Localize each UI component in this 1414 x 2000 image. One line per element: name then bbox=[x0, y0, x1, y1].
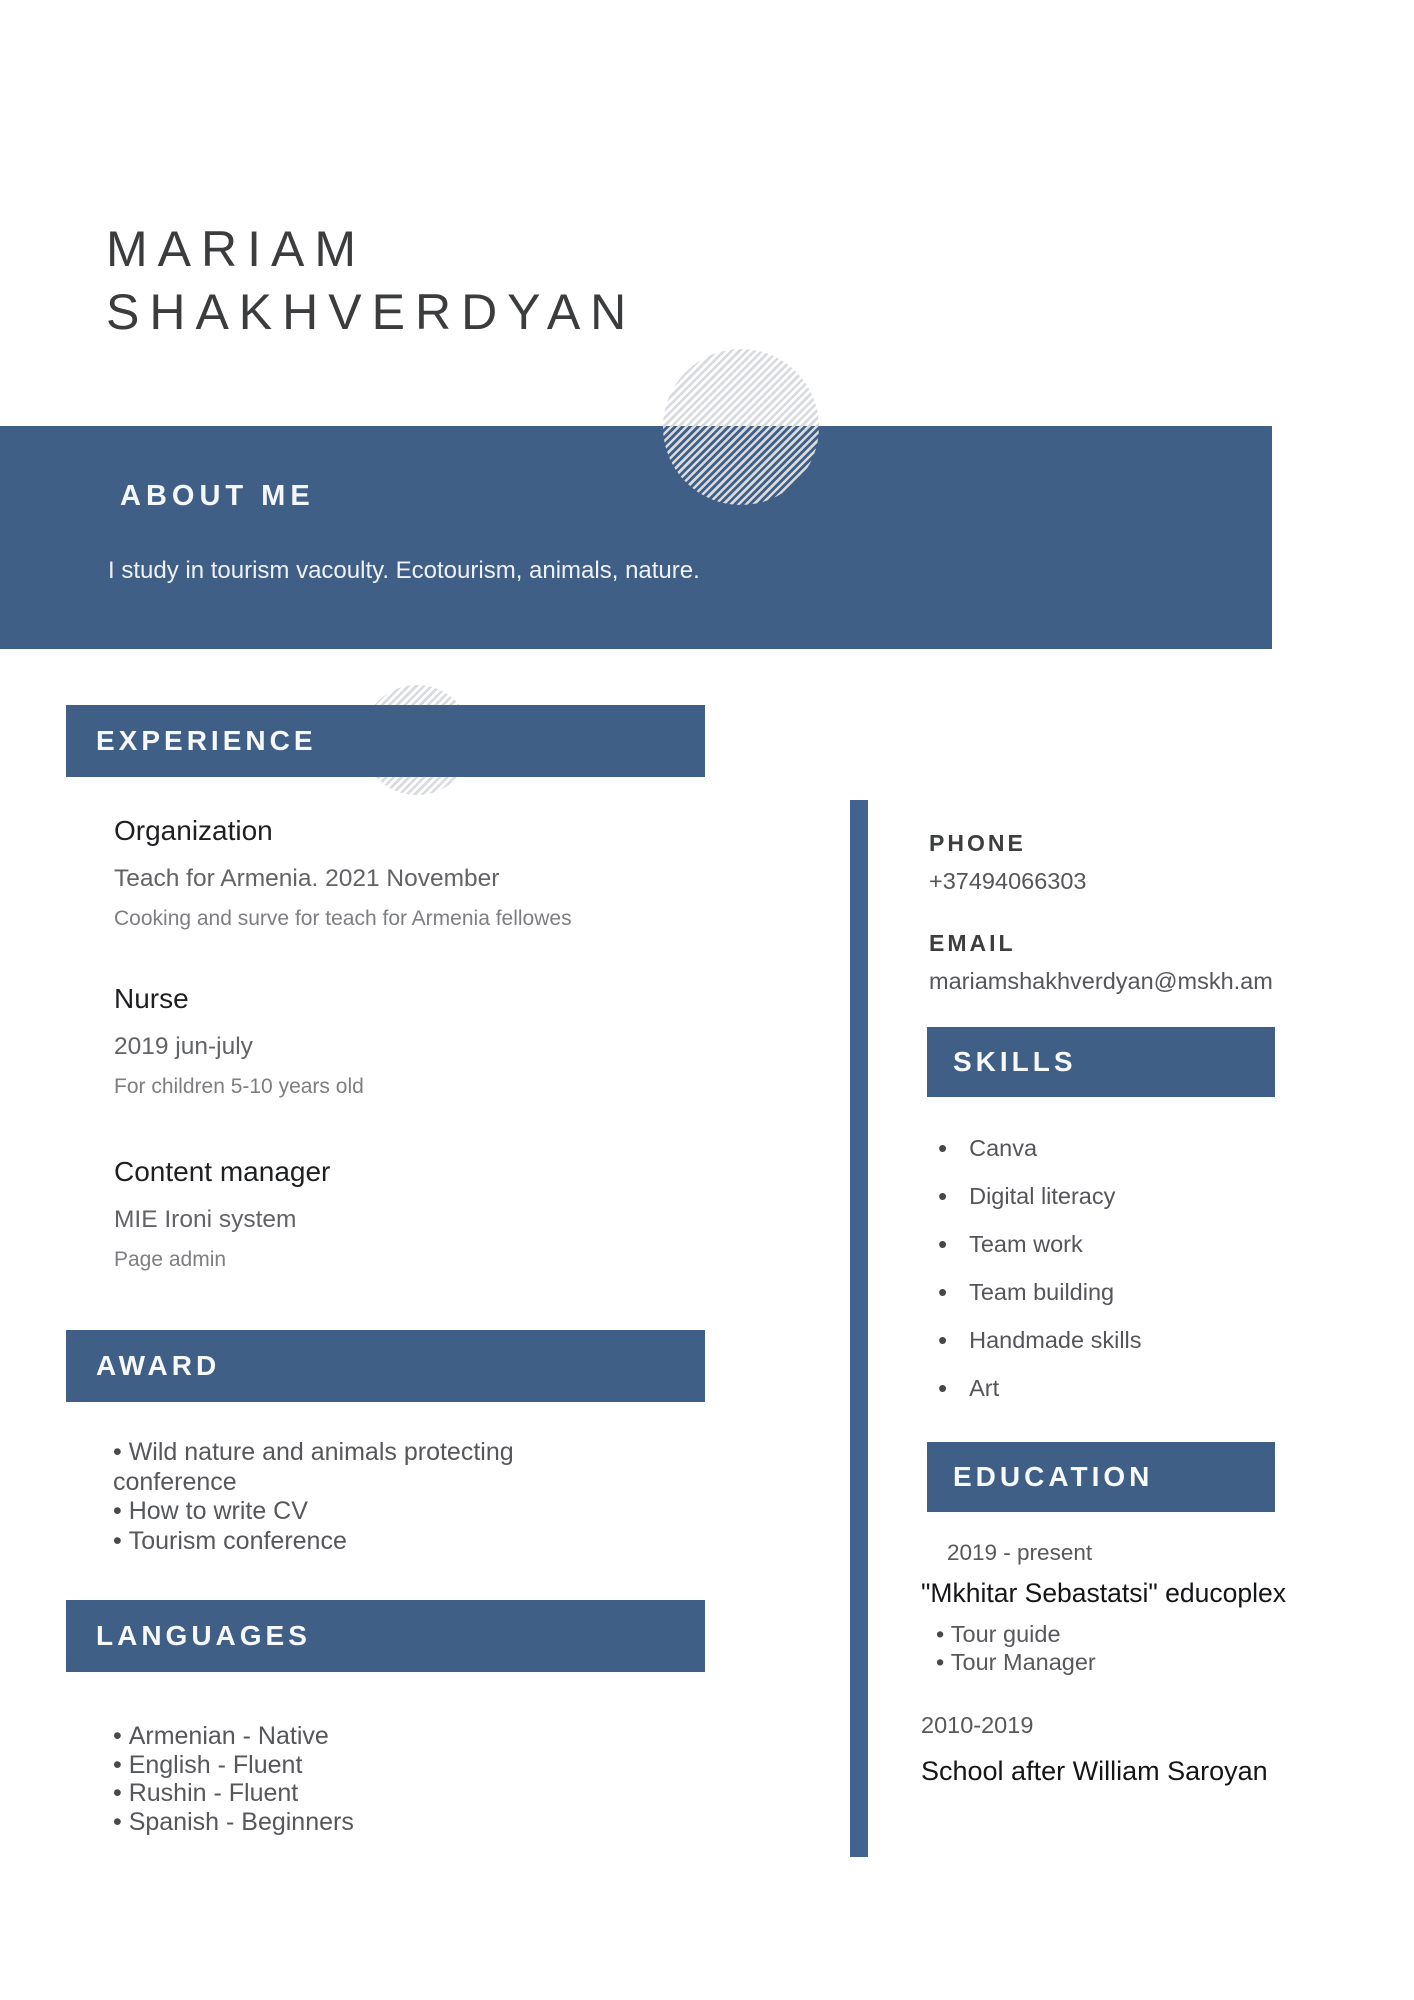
education-school: "Mkhitar Sebastatsi" educoplex bbox=[921, 1578, 1286, 1608]
phone-value: +37494066303 bbox=[929, 868, 1087, 894]
experience-entry bbox=[114, 1155, 330, 1273]
languages-section-header bbox=[66, 1600, 705, 1672]
award-item: • Wild nature and animals protecting conference bbox=[113, 1438, 613, 1497]
skill-item-label: • Team building bbox=[969, 1278, 1115, 1305]
about-me-banner bbox=[0, 426, 1272, 649]
education-section-title: EDUCATION bbox=[953, 1461, 1154, 1492]
experience-section-header bbox=[66, 705, 705, 777]
skill-item bbox=[938, 1220, 1142, 1268]
about-me-text: I study in tourism vacoulty. Ecotourism, animals, nature. bbox=[108, 557, 700, 584]
skill-item bbox=[938, 1316, 1142, 1364]
experience-entry-detail: Cooking and surve for teach for Armenia fellowes bbox=[114, 907, 572, 930]
education-school: School after William Saroyan bbox=[921, 1756, 1268, 1786]
education-period: 2019 - present bbox=[947, 1540, 1093, 1565]
award-list bbox=[113, 1438, 613, 1556]
experience-entry-detail: Page admin bbox=[114, 1248, 227, 1271]
email-label: EMAIL bbox=[929, 930, 1016, 956]
languages-section-title: LANGUAGES bbox=[96, 1620, 311, 1651]
striped-circle-decoration bbox=[663, 349, 819, 505]
email-value: mariamshakhverdyan@mskh.am bbox=[929, 968, 1273, 994]
skills-section-title: SKILLS bbox=[953, 1046, 1077, 1077]
language-item: • Spanish - Beginners bbox=[113, 1808, 633, 1837]
skill-item-label: • Digital literacy bbox=[969, 1182, 1116, 1209]
education-section-header bbox=[927, 1442, 1275, 1512]
person-first-name: MARIAM bbox=[106, 221, 366, 277]
skills-list bbox=[938, 1124, 1142, 1412]
education-bullet: • Tour Manager bbox=[936, 1648, 1096, 1676]
skill-item bbox=[938, 1268, 1142, 1316]
language-item: • Rushin - Fluent bbox=[113, 1779, 633, 1808]
experience-entry bbox=[114, 982, 364, 1100]
experience-entry-title: Content manager bbox=[114, 1156, 331, 1187]
skill-item-label: • Canva bbox=[969, 1134, 1038, 1161]
skill-item bbox=[938, 1364, 1142, 1412]
column-divider bbox=[850, 800, 868, 1857]
experience-entry-title: Nurse bbox=[114, 983, 189, 1014]
education-bullet: • Tour guide bbox=[936, 1620, 1096, 1648]
experience-entry bbox=[114, 814, 572, 932]
experience-entry-title: Organization bbox=[114, 815, 273, 846]
person-last-name: SHAKHVERDYAN bbox=[106, 284, 637, 340]
languages-list bbox=[113, 1722, 633, 1836]
award-item: • Tourism conference bbox=[113, 1527, 613, 1557]
experience-entry-detail: For children 5-10 years old bbox=[114, 1075, 364, 1098]
education-period: 2010-2019 bbox=[921, 1712, 1034, 1738]
education-bullet-list bbox=[936, 1620, 1096, 1676]
award-item: • How to write CV bbox=[113, 1497, 613, 1527]
experience-entry-subtitle: MIE Ironi system bbox=[114, 1206, 297, 1233]
experience-entry-subtitle: Teach for Armenia. 2021 November bbox=[114, 865, 500, 892]
phone-label: PHONE bbox=[929, 830, 1026, 856]
skill-item bbox=[938, 1124, 1142, 1172]
language-item: • Armenian - Native bbox=[113, 1722, 633, 1751]
person-name bbox=[106, 218, 636, 344]
language-item: • English - Fluent bbox=[113, 1751, 633, 1780]
experience-entry-subtitle: 2019 jun-july bbox=[114, 1033, 253, 1060]
skills-section-header bbox=[927, 1027, 1275, 1097]
skill-item bbox=[938, 1172, 1142, 1220]
award-section-header bbox=[66, 1330, 705, 1402]
about-me-title: ABOUT ME bbox=[120, 480, 315, 512]
skill-item-label: • Handmade skills bbox=[969, 1326, 1142, 1353]
experience-section-title: EXPERIENCE bbox=[96, 725, 317, 756]
award-section-title: AWARD bbox=[96, 1350, 221, 1381]
skill-item-label: • Art bbox=[969, 1374, 1000, 1401]
skill-item-label: • Team work bbox=[969, 1230, 1083, 1257]
